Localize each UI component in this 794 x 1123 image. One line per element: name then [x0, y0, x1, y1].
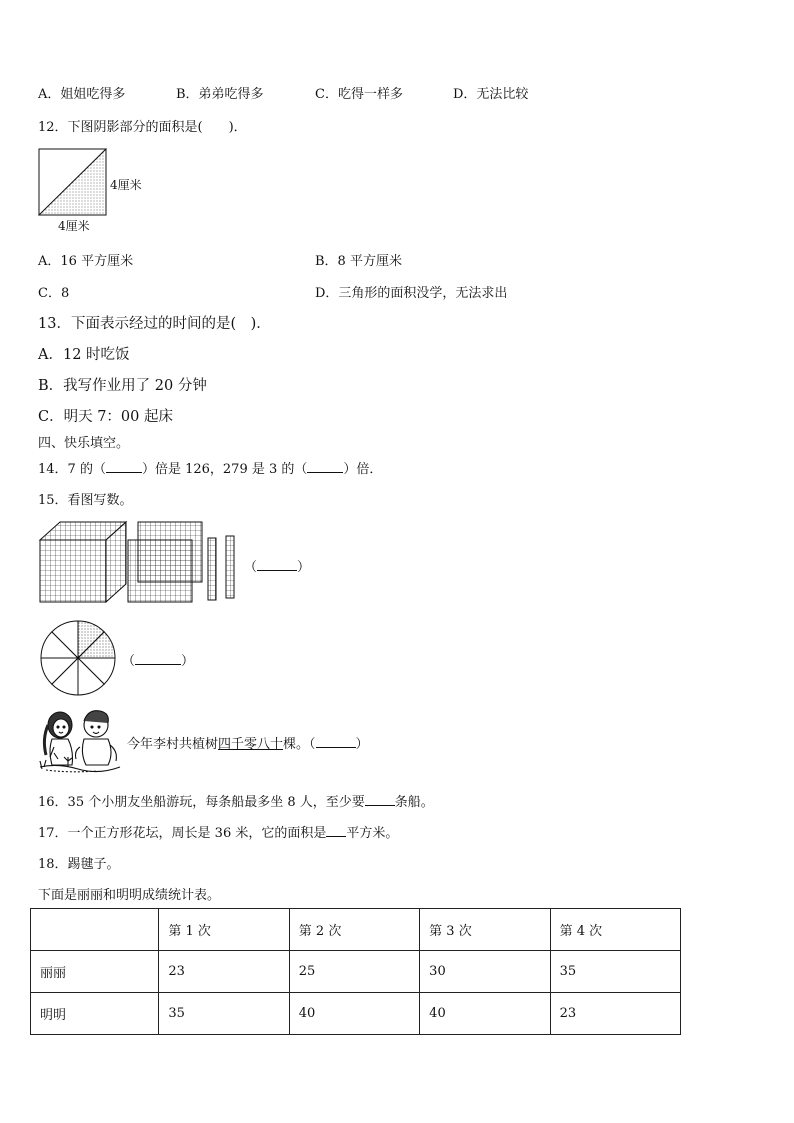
q14-line	[38, 458, 382, 477]
answer-line[interactable]	[135, 652, 181, 665]
q15-sentence-underlined: 四千零八十	[218, 737, 284, 752]
q16-text: 16．35 个小朋友坐船游玩，每条船最多坐 8 人，至少要	[38, 795, 365, 810]
q17-blank[interactable]	[326, 824, 346, 837]
table-cell: 25	[289, 951, 419, 993]
q14-blank-1[interactable]	[106, 460, 142, 473]
section-4-heading: 四、快乐填空。	[38, 436, 130, 451]
q15-sentence-post: 棵。（	[283, 737, 316, 752]
score-table	[30, 908, 681, 1035]
q17-text: 17．一个正方形花坛，周长是 36 米，它的面积是	[38, 826, 327, 841]
paren-close: ）	[181, 654, 195, 669]
q15-blank-2[interactable]	[122, 650, 194, 669]
children-planting-illustration	[38, 707, 123, 773]
q16-suffix: 条船。	[394, 795, 434, 810]
q11-option-c[interactable]: C．吃得一样多	[315, 87, 403, 102]
q16-blank[interactable]	[365, 793, 395, 806]
table-cell: 40	[420, 993, 550, 1035]
table-header-cell: 第 2 次	[289, 909, 419, 951]
q13-option-a[interactable]: A．12 时吃饭	[38, 347, 130, 363]
q15-sentence-pre: 今年李村共植树	[127, 737, 219, 752]
q14-prefix: 14．7 的（	[38, 462, 106, 477]
table-cell: 35	[159, 993, 289, 1035]
q13-stem: 13．下面表示经过的时间的是( )．	[38, 316, 271, 332]
fraction-circle	[39, 619, 119, 699]
ten-rod	[226, 536, 234, 598]
table-header-cell: 第 3 次	[420, 909, 550, 951]
q11-option-d[interactable]: D．无法比较	[453, 87, 529, 102]
q13-option-b[interactable]: B．我写作业用了 20 分钟	[38, 378, 207, 394]
table-cell: 35	[550, 951, 680, 993]
answer-line[interactable]	[257, 558, 297, 571]
q12-option-c[interactable]: C．8	[38, 286, 70, 301]
q16-line	[38, 791, 434, 810]
table-header-row	[31, 909, 681, 951]
table-row	[31, 993, 681, 1035]
table-cell: 40	[289, 993, 419, 1035]
q15-sentence-close: ）	[355, 737, 369, 752]
q11-option-b[interactable]: B．弟弟吃得多	[176, 87, 264, 102]
q17-suffix: 平方米。	[346, 826, 399, 841]
ten-rod	[208, 538, 216, 600]
q12-bottom-label: 4厘米	[58, 219, 90, 233]
q15-stem: 15．看图写数。	[38, 493, 133, 508]
q15-sentence	[127, 733, 369, 752]
q14-suffix: ）倍．	[343, 462, 383, 477]
q12-stem: 12．下图阴影部分的面积是( )．	[38, 120, 247, 135]
table-header-cell: 第 4 次	[550, 909, 680, 951]
base-ten-blocks-figure	[40, 520, 250, 605]
row-name-cell: 丽丽	[31, 951, 159, 993]
q12-option-d[interactable]: D．三角形的面积没学，无法求出	[315, 286, 508, 301]
q18-stem: 18．踢毽子。	[38, 857, 120, 872]
q12-side-label: 4厘米	[110, 178, 142, 192]
paren-close: ）	[297, 560, 311, 575]
q12-option-a[interactable]: A．16 平方厘米	[38, 254, 134, 269]
row-name-cell: 明明	[31, 993, 159, 1035]
q12-option-b[interactable]: B．8 平方厘米	[315, 254, 402, 269]
table-cell: 23	[550, 993, 680, 1035]
q13-option-c[interactable]: C．明天 7：00 起床	[38, 409, 173, 425]
q17-line	[38, 822, 398, 841]
shaded-triangle	[39, 149, 106, 215]
q15-blank-3[interactable]	[316, 735, 356, 748]
table-row	[31, 951, 681, 993]
table-header-cell: 第 1 次	[159, 909, 289, 951]
paren-open: （	[122, 654, 136, 669]
paren-open: （	[244, 560, 258, 575]
q15-blank-1[interactable]	[244, 556, 310, 575]
table-cell: 30	[420, 951, 550, 993]
thousand-cube	[40, 522, 126, 602]
hundred-flat	[128, 540, 192, 602]
q18-caption: 下面是丽丽和明明成绩统计表。	[38, 888, 221, 903]
q11-option-a[interactable]: A．姐姐吃得多	[38, 87, 126, 102]
table-header-cell	[31, 909, 159, 951]
q14-mid: ）倍是 126，279 是 3 的（	[141, 462, 308, 477]
table-cell: 23	[159, 951, 289, 993]
q14-blank-2[interactable]	[307, 460, 343, 473]
